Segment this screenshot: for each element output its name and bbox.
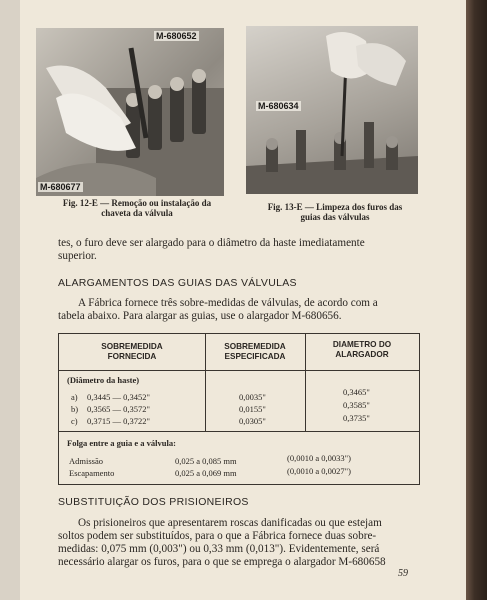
table-clearance-admissao-inch: (0,0010 a 0,0033") — [287, 453, 351, 463]
page-number: 59 — [398, 568, 408, 579]
table-header-especificada-line2: ESPECIFICADA — [224, 352, 286, 361]
section2-paragraph-line2: soltos podem ser substituídos, para o que a Fábrica fornece duas sobre- — [58, 530, 377, 542]
table-header-fornecida — [59, 342, 205, 362]
figure-13e-caption-line2: guias das válvulas — [300, 212, 370, 222]
figure-13e-caption-line1: Fig. 13-E — Limpeza dos furos das — [267, 202, 403, 212]
figure-12e-photo — [36, 28, 224, 196]
engine-valve-illustration — [36, 28, 224, 196]
section2-paragraph-line1: Os prisioneiros que apresentarem roscas danificadas ou que estejam — [78, 517, 382, 529]
valve-oversize-table — [58, 333, 420, 485]
figure-12e-caption — [44, 198, 230, 218]
table-clearance-escapamento-inch: (0,0010 a 0,0027") — [287, 466, 351, 476]
table-header-alargador-line1: DIAMETRO DO — [332, 340, 392, 349]
table-row-c-range: 0,3715 — 0,3722" — [87, 416, 150, 426]
figure-13e-caption — [247, 202, 423, 222]
table-row-a-reamer: 0,3465" — [343, 387, 370, 397]
table-row-a-label: a) — [71, 392, 78, 402]
background-left — [0, 0, 20, 600]
table-header-especificada — [205, 342, 305, 362]
figure-12e-part-label-top: M-680652 — [156, 31, 197, 41]
book-spine — [466, 0, 487, 600]
section1-paragraph-line1: A Fábrica fornece três sobre-medidas de válvulas, de acordo com a — [78, 297, 378, 309]
table-row-a-spec: 0,0035" — [239, 392, 266, 402]
table-header-alargador — [305, 340, 419, 360]
table-header-fornecida-line2: FORNECIDA — [107, 352, 157, 361]
figure-12e-caption-line1: Fig. 12-E — Remoção ou instalação da — [62, 198, 212, 208]
table-header-divider — [59, 370, 419, 371]
table-row-b-label: b) — [71, 404, 79, 414]
figure-13e-part-label: M-680634 — [258, 101, 299, 111]
continued-paragraph-line1: tes, o furo deve ser alargado para o diâmetro da haste imediatamente — [58, 237, 365, 249]
continued-paragraph-line2: superior. — [58, 250, 97, 262]
table-row-b-range: 0,3565 — 0,3572" — [87, 404, 150, 414]
section-heading-prisioneiros: SUBSTITUIÇÃO DOS PRISIONEIROS — [58, 496, 249, 508]
table-row-c-spec: 0,0305" — [239, 416, 266, 426]
figure-12e-part-label-bottom: M-680677 — [40, 182, 81, 192]
table-header-alargador-line2: ALARGADOR — [335, 350, 389, 359]
table-header-fornecida-line1: SOBREMEDIDA — [101, 342, 163, 351]
table-clearance-title: Folga entre a guia e a válvula: — [67, 438, 176, 448]
table-row-c-label: c) — [71, 416, 78, 426]
table-header-especificada-line1: SOBREMEDIDA — [224, 342, 286, 351]
section2-paragraph-line3: medidas: 0,075 mm (0,003") ou 0,33 mm (0,013"). Evidentemente, será — [58, 543, 380, 555]
section1-paragraph-line2: tabela abaixo. Para alargar as guias, use o alargador M-680656. — [58, 310, 342, 322]
table-clearance-admissao-name: Admissão — [69, 456, 103, 466]
table-row-b-spec: 0,0155" — [239, 404, 266, 414]
table-row-c-reamer: 0,3735" — [343, 413, 370, 423]
table-clearance-escapamento-mm: 0,025 a 0,069 mm — [175, 468, 237, 478]
table-clearance-escapamento-name: Escapamento — [69, 468, 115, 478]
figure-13e-photo — [246, 26, 418, 194]
table-row-b-reamer: 0,3585" — [343, 400, 370, 410]
section2-paragraph-line4: necessário alargar os furos, para o que se emprega o alargador M-680658 — [58, 556, 386, 568]
table-subheader: (Diâmetro da haste) — [67, 375, 140, 385]
figure-12e-caption-line2: chaveta da válvula — [101, 208, 173, 218]
section-heading-alargamentos: ALARGAMENTOS DAS GUIAS DAS VÁLVULAS — [58, 277, 297, 289]
table-row-a-range: 0,3445 — 0,3452" — [87, 392, 150, 402]
table-clearance-divider — [59, 431, 419, 432]
table-clearance-admissao-mm: 0,025 a 0,085 mm — [175, 456, 237, 466]
